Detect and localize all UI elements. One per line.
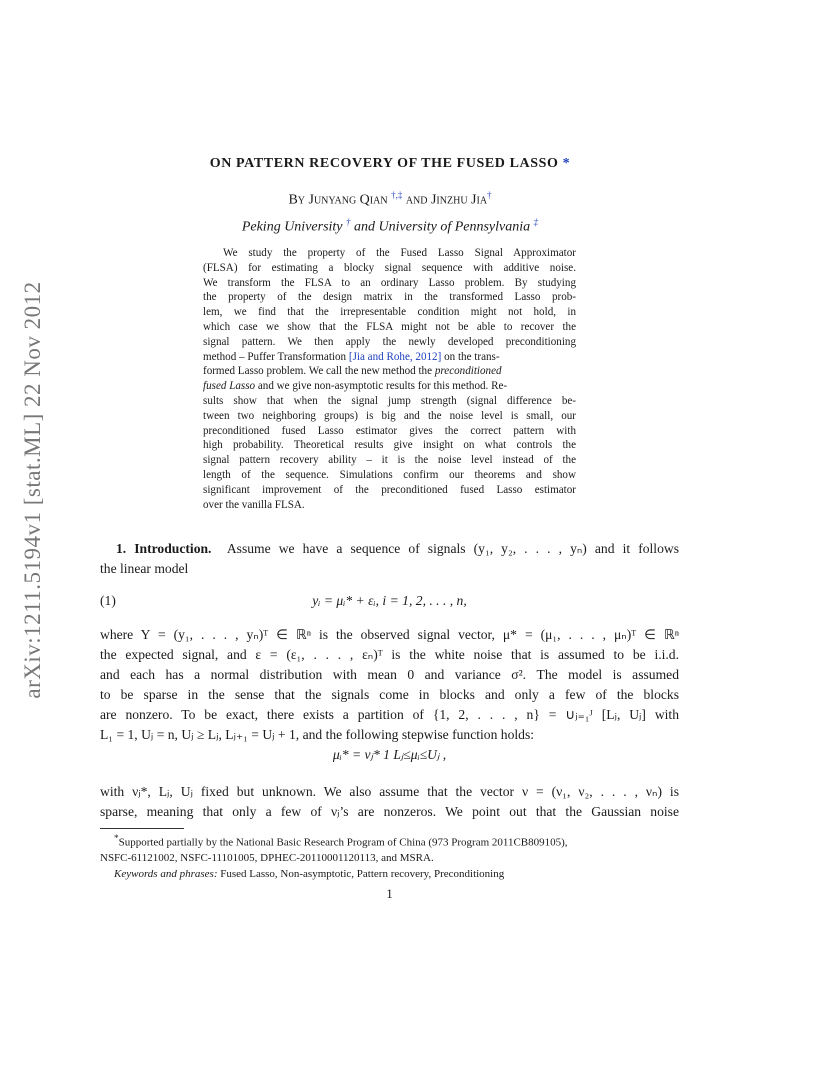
equation-1	[100, 593, 679, 609]
by-label: By	[288, 192, 305, 208]
page-number: 1	[386, 886, 393, 901]
paper-title-text: ON PATTERN RECOVERY OF THE FUSED LASSO	[209, 156, 559, 171]
abstract-line: lem, we find that the irrepresentable condition might not hold, in	[203, 306, 576, 319]
affiliation-2: University of Pennsylvania	[378, 219, 531, 235]
abstract-line: signal pattern. We then apply the newly developed preconditioning	[203, 335, 576, 348]
paragraph-line: to be sparse in the sense that the signals come in blocks and only a few of the blocks	[100, 687, 679, 702]
equation-expression: μᵢ* = νⱼ* 1 Lⱼ≤μᵢ≤Uⱼ ,	[332, 747, 447, 762]
support-footnote	[100, 831, 679, 851]
introduction-paragraph	[100, 539, 679, 579]
support-footnote-mark: *	[114, 833, 119, 843]
equation-expression: yᵢ = μᵢ* + εᵢ, i = 1, 2, . . . , n,	[312, 593, 467, 608]
paragraph-line: where Y = (y₁, . . . , yₙ)ᵀ ∈ ℝⁿ is the observed signal vector, μ* = (μ₁, . . . , μₙ)ᵀ ∈ ℝⁿ	[100, 627, 679, 642]
keywords-label: Keywords and phrases:	[114, 867, 218, 880]
abstract-emphasis: fused Lasso	[203, 380, 256, 393]
paragraph-line: and each has a normal distribution with mean 0 and variance σ². The model is assumed	[100, 667, 679, 682]
paragraph-line: with νⱼ*, Lⱼ, Uⱼ fixed but unknown. We also assume that the vector ν = (ν₁, ν₂, . . . , νₙ) is	[100, 784, 679, 799]
intro-line	[100, 539, 679, 559]
model-paragraph	[100, 625, 679, 745]
abstract-line: high probability. Theoretical results give insight on what controls the	[203, 439, 576, 452]
support-footnote-text: Supported partially by the National Basic Research Program of China (973 Program 2011CB809105),	[118, 836, 568, 849]
abstract-text: and we give non-asymptotic results for this method. Re-	[257, 380, 508, 393]
intro-text: Assume we have a sequence of signals (y₁, y₂, . . . , yₙ) and it follows	[226, 541, 679, 556]
intro-line: the linear model	[100, 561, 189, 576]
author-1-marks[interactable]: †,‡	[391, 190, 403, 200]
keywords-footnote	[100, 867, 679, 883]
keywords-text: Fused Lasso, Non-asymptotic, Pattern recovery, Preconditioning	[220, 867, 505, 880]
abstract-line: the property of the design matrix in the transformed Lasso prob-	[203, 291, 576, 304]
equation-2	[100, 747, 679, 763]
abstract-text: method – Puffer Transformation	[203, 350, 347, 363]
footnote-rule	[100, 828, 184, 829]
affiliation-and: and	[354, 219, 376, 235]
abstract-line: preconditioned fused Lasso estimator gives the correct pattern with	[203, 424, 576, 437]
abstract-line: We transform the FLSA to an ordinary Lasso problem. By studying	[203, 276, 576, 289]
citation-link[interactable]: [Jia and Rohe, 2012]	[348, 350, 442, 363]
title-footnote-mark[interactable]: *	[562, 156, 571, 171]
author-2-marks[interactable]: †	[487, 190, 492, 200]
abstract-line: signal pattern recovery ability – it is the noise level instead of the	[203, 454, 576, 467]
equation-number: (1)	[100, 593, 116, 608]
abstract-line: significant improvement of the preconditioned fused Lasso estimator	[203, 483, 576, 496]
paper-title	[100, 156, 680, 172]
abstract-line	[203, 379, 576, 394]
authors-and: and	[405, 192, 428, 208]
affiliation-1: Peking University	[241, 219, 343, 235]
paragraph-line: are nonzero. To be exact, there exists a partition of {1, 2, . . . , n} = ∪ⱼ₌₁ᴶ [Lⱼ, Uⱼ] with	[100, 707, 679, 722]
affiliation-1-mark: †	[346, 217, 351, 227]
paragraph-line: sparse, meaning that only a few of νⱼ’s are nonzeros. We point out that the Gaussian noise	[100, 804, 679, 819]
author-1: Junyang Qian	[308, 192, 388, 208]
abstract-line: sults show that when the signal jump strength (signal difference be-	[203, 394, 576, 407]
abstract-text: on the trans-	[444, 350, 500, 363]
abstract-line: length of the sequence. Simulations confirm our theorems and show	[203, 468, 576, 481]
arxiv-stamp-text: arXiv:1211.5194v1 [stat.ML] 22 Nov 2012	[20, 281, 45, 699]
abstract-line: which case we show that the FLSA might not be able to recover the	[203, 320, 576, 333]
support-footnote-cont: NSFC-61121002, NSFC-11101005, DPHEC-20110001120113, and MSRA.	[100, 852, 434, 865]
paragraph-line: L₁ = 1, Uⱼ = n, Uⱼ ≥ Lⱼ, Lⱼ₊₁ = Uⱼ + 1, and the following stepwise function holds:	[100, 727, 535, 742]
abstract-line	[203, 350, 576, 365]
affiliation-line	[100, 217, 680, 236]
author-line	[100, 190, 680, 209]
footnotes	[100, 831, 679, 882]
abstract	[203, 246, 576, 512]
abstract-line: We study the property of the Fused Lasso Signal Approximator	[223, 247, 576, 259]
abstract-text: formed Lasso problem. We call the new method the	[203, 365, 433, 378]
section-heading: 1. Introduction.	[116, 541, 212, 556]
assumption-paragraph	[100, 782, 679, 822]
abstract-line	[203, 364, 576, 379]
abstract-line: (FLSA) for estimating a blocky signal sequence with additive noise.	[203, 261, 576, 274]
abstract-line: over the vanilla FLSA.	[203, 498, 305, 511]
abstract-emphasis: preconditioned	[434, 365, 502, 378]
paragraph-line: the expected signal, and ε = (ε₁, . . . , εₙ)ᵀ is the white noise that is assumed to be i.i.d.	[100, 647, 679, 662]
affiliation-2-mark: ‡	[533, 217, 539, 227]
author-2: Jinzhu Jia	[430, 192, 488, 208]
arxiv-stamp	[18, 280, 48, 700]
abstract-line: tween two neighboring groups) is big and the noise level is small, our	[203, 409, 576, 422]
